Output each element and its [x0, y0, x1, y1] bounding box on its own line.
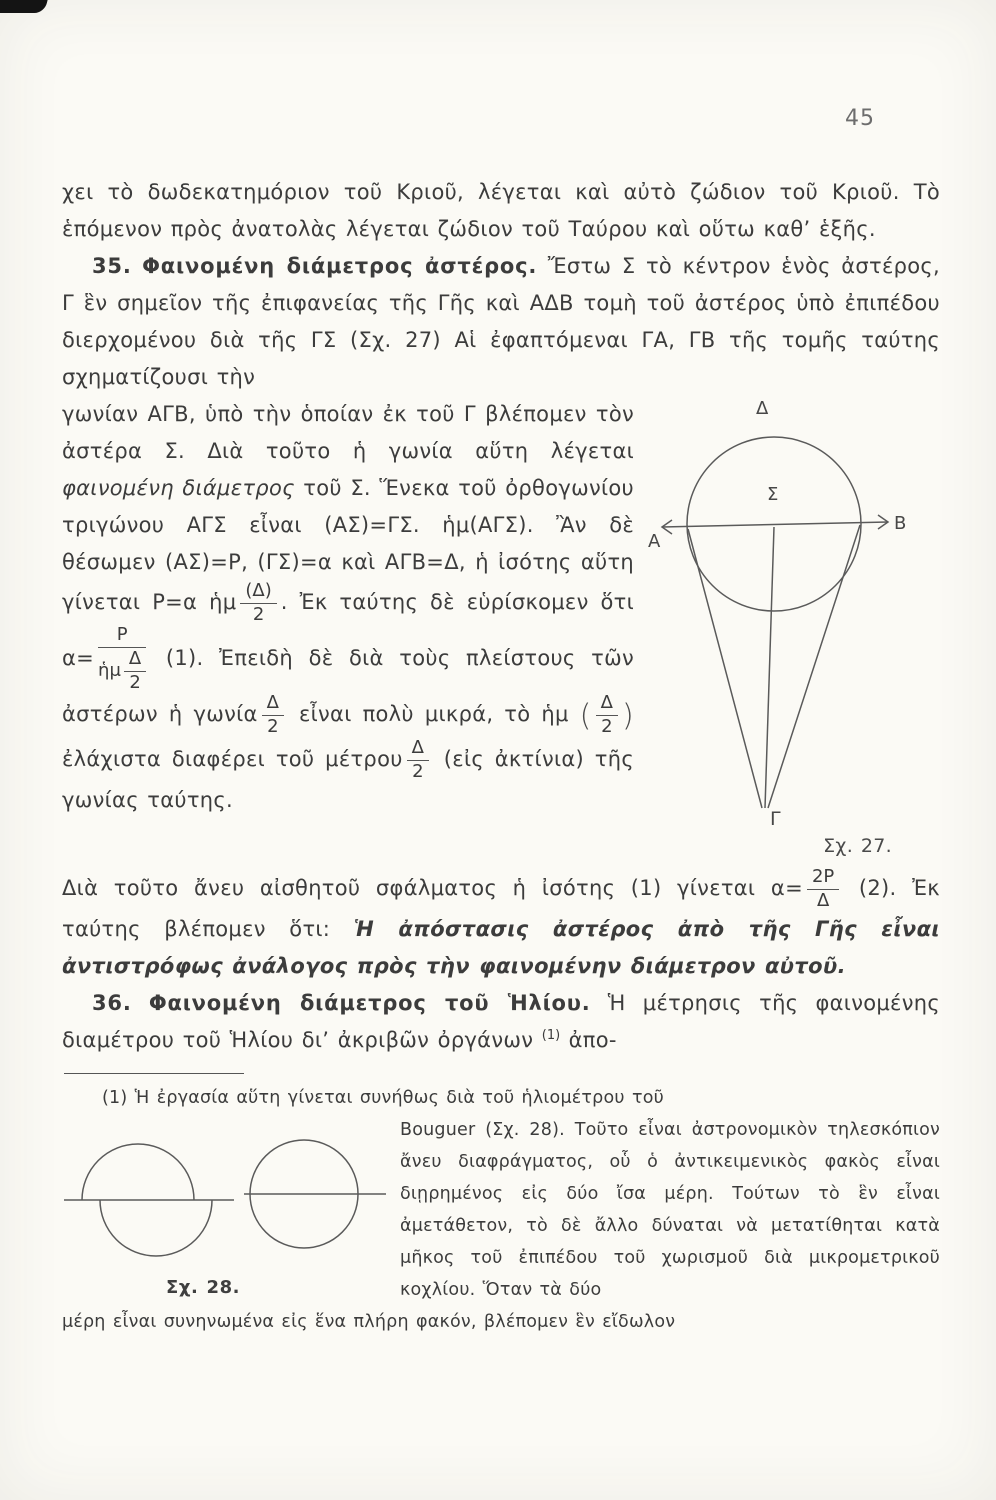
section-35-wrap-region: [62, 396, 940, 867]
scan-corner-artifact: [0, 0, 48, 13]
heliometer-split-lens-diagram: [62, 1122, 388, 1270]
s35-seg-h: Διὰ τοῦτο ἄνευ αἰσθητοῦ σφάλματος ἡ ἰσότης (1) γίνεται α=: [62, 876, 803, 901]
fraction-2p-over-delta: $\frac{2P}{\Delta}$: [807, 867, 839, 911]
fraction-delta-over-2-b: $\frac{\Delta}{2}$: [407, 738, 429, 782]
center-line: [765, 527, 774, 808]
footnote-reference: (1): [541, 1028, 561, 1044]
s35-seg-e: εἶναι πολὺ μικρά, τὸ ἡμ: [287, 702, 580, 727]
section-36-number: 36.: [92, 991, 132, 1016]
s35-seg-f: ἐλάχιστα διαφέρει τοῦ μέτρου: [62, 747, 403, 771]
section-35-number: 35.: [92, 254, 132, 278]
label-beta: Β: [894, 513, 907, 534]
section-35-title: Φαινομένη διάμετρος ἀστέρος.: [142, 254, 538, 278]
diameter-line-ab: [662, 522, 888, 527]
sine-prefix: ἡμ: [98, 659, 121, 681]
s35-seg-c: . Ἐκ ταύτης δὲ εὑρίσκομεν ὅτι α=: [62, 590, 635, 671]
tangent-line-right: [768, 525, 860, 808]
section-35-conclusion: [62, 867, 940, 985]
fraction-delta-over-2-parenthesized: ( $\frac{\Delta}{2}$ ): [579, 692, 634, 738]
page-content: [62, 174, 940, 1338]
figure-28: [62, 1122, 388, 1304]
fraction-delta-over-2-paren: $\frac{(\Delta)}{2}$: [240, 581, 276, 625]
tangent-line-left: [688, 529, 762, 808]
footnote-lead-line: (1) Ἡ ἐργασία αὕτη γίνεται συνήθως διὰ τοῦ ἡλιομέτρου τοῦ: [102, 1088, 664, 1109]
label-alpha: Α: [648, 531, 661, 552]
s36-text-b: ἀπο-: [560, 1028, 617, 1053]
section-35-opening: [62, 248, 940, 396]
s36-text-a: Ἡ μέτρησις τῆς φαινομένης διαμέτρου τοῦ Ἡλίου δι’ ἀκριβῶν ὀργάνων: [62, 991, 940, 1053]
footnote-body: Bouguer (Σχ. 28). Τοῦτο εἶναι ἀστρονομικὸν τηλεσκόπιον ἄνευ διαφράγματος, οὗ ὁ ἀντικειμενικὸς φακὸς εἶναι διῃρημένος εἰς δύο ἴσα μέρη. Τούτων τὸ ἓν εἶναι ἀμετάθετον, τὸ δὲ ἄλλο δύναται νὰ μετατίθηται κατὰ μῆκος τοῦ ἐπιπέδου τοῦ χωρισμοῦ διὰ μικρομετρικοῦ κοχλίου. Ὅταν τὰ δύο: [400, 1120, 940, 1301]
s35-seg-a: γωνίαν ΑΓΒ, ὑπὸ τὴν ὁποίαν ἐκ τοῦ Γ βλέπομεν τὸν ἀστέρα Σ. Διὰ τοῦτο ἡ γωνία αὕτη λέγεται: [62, 402, 634, 463]
figure-27-caption: Σχ. 27.: [823, 835, 892, 857]
label-sigma: Σ: [767, 484, 779, 505]
close-paren: ): [621, 698, 634, 734]
intro-text: χει τὸ δωδεκατημόριον τοῦ Κριοῦ, λέγεται καὶ αὐτὸ ζώδιον τοῦ Κριοῦ. Τὸ ἑπόμενον πρὸς ἀνατολὰς λέγεται ζώδιον τοῦ Ταύρου καὶ οὕτω καθ’ ἑξῆς.: [62, 180, 940, 241]
fraction-delta-over-2-inner: $\frac{\Delta}{2}$: [124, 649, 146, 693]
split-lens-bottom-half: [100, 1200, 212, 1256]
s35-seg-g: (εἰς ἀκτίνια) τῆς γωνίας ταύτης.: [62, 747, 634, 813]
footnote-tail-line: μέρη εἶναι συνηνωμένα εἰς ἕνα πλήρη φακόν, βλέπομεν ἓν εἴδωλον: [62, 1312, 676, 1333]
fraction-alpha-formula: Ρ ἡμ $\frac{\Delta}{2}$: [98, 625, 146, 693]
paragraph-intro: [62, 174, 940, 248]
footnote-separator: [64, 1073, 244, 1074]
label-gamma: Γ: [770, 808, 781, 828]
section-36-title: Φαινομένη διάμετρος τοῦ Ἡλίου.: [148, 991, 591, 1016]
figure-28-caption: Σχ. 28.: [166, 1277, 240, 1299]
figure-27: [648, 396, 940, 865]
fraction-delta-over-2-a: $\frac{\Delta}{2}$: [262, 693, 284, 737]
footnote: [62, 1082, 940, 1338]
section-36-opening: [62, 985, 940, 1059]
split-lens-top-half: [82, 1144, 194, 1200]
footnote-wrap-region: [62, 1114, 940, 1306]
section-35-text: Ἔστω Σ τὸ κέντρον ἑνὸς ἀστέρος, Γ ἓν σημεῖον τῆς ἐπιφανείας τῆς Γῆς καὶ ΑΔΒ τομὴ τοῦ ἀστέρος ὑπὸ ἐπιπέδου διερχομένου διὰ τῆς ΓΣ (Σχ. 27) Αἱ ἐφαπτόμεναι ΓΑ, ΓΒ τῆς τομῆς ταύτης σχηματίζουσι τὴν: [62, 254, 940, 389]
term-apparent-diameter: φαινομένη διάμετρος: [62, 476, 295, 500]
open-paren: (: [579, 698, 592, 734]
label-delta: Δ: [756, 398, 769, 419]
page-number: 45: [845, 106, 875, 131]
s35-seg-i: (2). Ἐκ ταύτης βλέπομεν ὅτι:: [62, 876, 940, 942]
star-apparent-diameter-diagram: [648, 396, 940, 828]
s35-seg-d: (1). Ἐπειδὴ δὲ διὰ τοὺς πλείστους τῶν ἀστέρων ἡ γωνία: [62, 646, 634, 727]
s35-seg-b: τοῦ Σ. Ἕνεκα τοῦ ὀρθογωνίου τριγώνου ΑΓΣ εἶναι (ΑΣ)=ΓΣ. ἡμ(ΑΓΣ). Ἂν δὲ θέσωμεν (ΑΣ)=Ρ, (ΓΣ)=α καὶ ΑΓΒ=Δ, ἡ ἰσότης αὕτη γίνεται Ρ=α ἡμ: [62, 476, 634, 615]
lens-diagram-lines: [64, 1140, 386, 1256]
law-statement: Ἡ ἀπόστασις ἀστέρος ἀπὸ τῆς Γῆς εἶναι ἀντιστρόφως ἀνάλογος πρὸς τὴν φαινομένην διάμετρον αὐτοῦ.: [62, 917, 941, 979]
